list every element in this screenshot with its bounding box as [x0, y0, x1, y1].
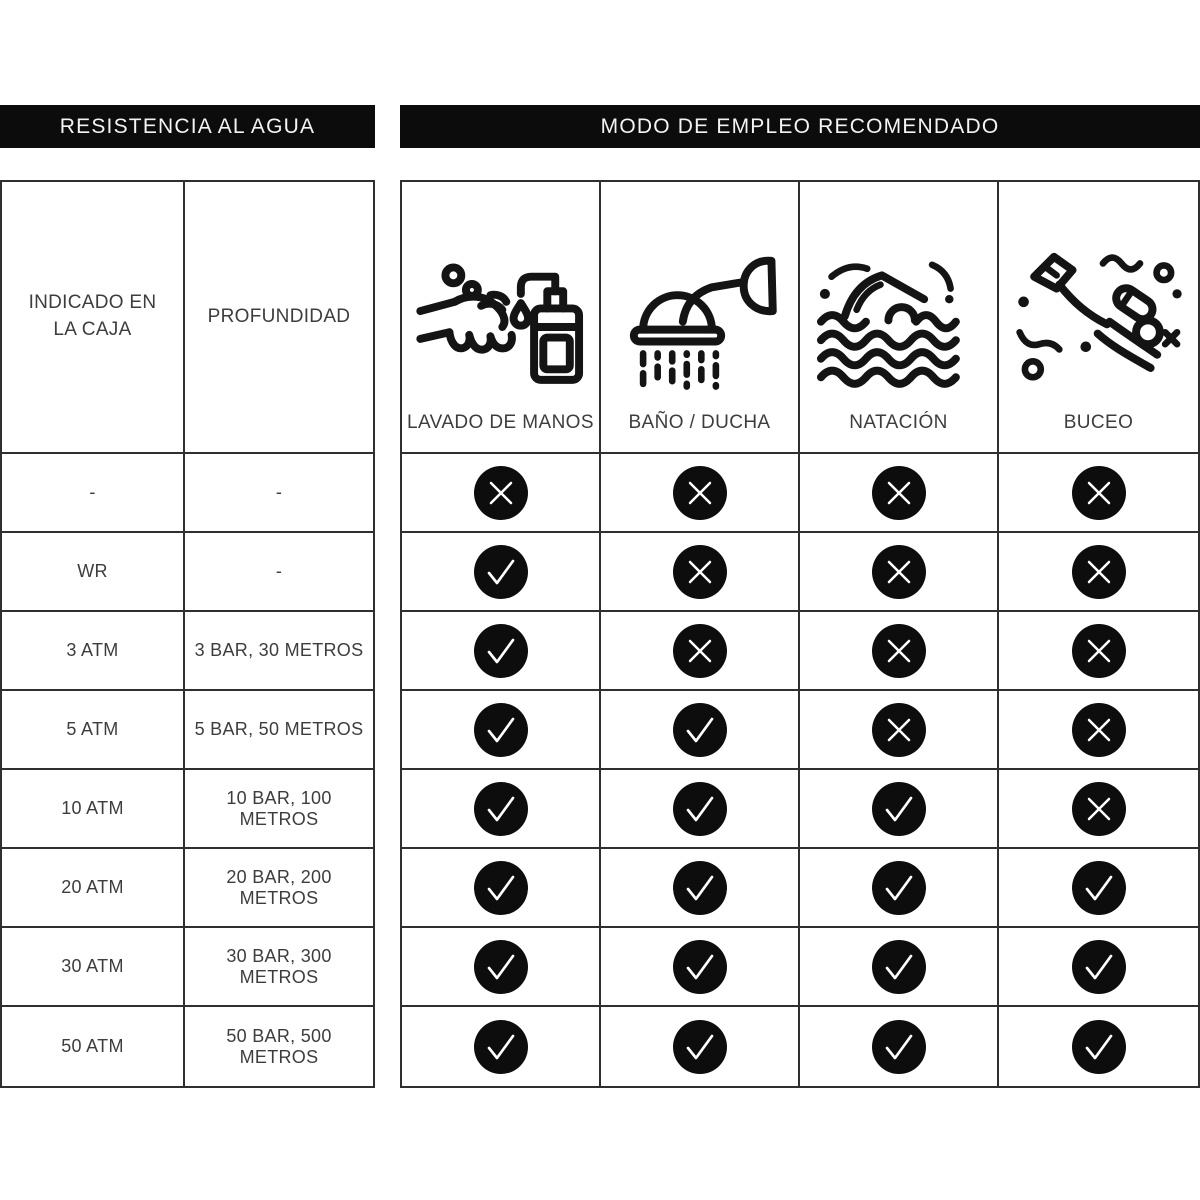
diving-icon: [1013, 250, 1185, 396]
profundidad-cell: -: [185, 454, 373, 533]
cross-mark: [999, 533, 1198, 612]
column-label-hand-washing: LAVADO DE MANOS: [407, 412, 594, 433]
column-header-profundidad: [185, 182, 373, 454]
column-header-caja: [2, 182, 185, 454]
profundidad-cell: 50 BAR, 500 METROS: [226, 1025, 332, 1067]
cross-mark: [800, 612, 999, 691]
check-mark: [800, 849, 999, 928]
shower-icon: [614, 250, 786, 396]
check-mark: [601, 1007, 800, 1086]
cross-mark: [999, 770, 1198, 849]
cross-mark: [601, 612, 800, 691]
cross-mark: [601, 533, 800, 612]
caja-cell: WR: [2, 533, 185, 612]
column-header-caja-label: INDICADO EN LA CAJA: [28, 292, 157, 340]
column-header-swimming: [800, 182, 999, 454]
check-mark: [999, 1007, 1198, 1086]
cross-mark: [800, 454, 999, 533]
profundidad-cell: 5 BAR, 50 METROS: [185, 691, 373, 770]
caja-cell: 50 ATM: [2, 1007, 185, 1086]
check-mark: [402, 770, 601, 849]
check-mark: [601, 691, 800, 770]
profundidad-cell: 20 BAR, 200 METROS: [185, 849, 373, 928]
column-label-shower: BAÑO / DUCHA: [628, 412, 771, 433]
left-section-title: RESISTENCIA AL AGUA: [59, 114, 316, 138]
water-resistance-table: [0, 180, 375, 1088]
check-mark: [402, 612, 601, 691]
check-mark: [601, 849, 800, 928]
check-mark: [999, 928, 1198, 1007]
profundidad-cell: 10 BAR, 100 METROS: [185, 770, 373, 849]
cross-mark: [999, 612, 1198, 691]
column-header-shower: [601, 182, 800, 454]
check-mark: [999, 849, 1198, 928]
check-mark: [402, 533, 601, 612]
check-mark: [800, 928, 999, 1007]
column-header-profundidad-label: PROFUNDIDAD: [207, 305, 351, 327]
right-section-header: [400, 105, 1200, 148]
column-label-diving: BUCEO: [1063, 412, 1134, 433]
check-mark: [402, 849, 601, 928]
check-mark: [601, 770, 800, 849]
cross-mark: [800, 533, 999, 612]
caja-cell: 30 ATM: [2, 928, 185, 1007]
hand-wash-icon: [415, 250, 587, 396]
check-mark: [402, 928, 601, 1007]
cross-mark: [402, 454, 601, 533]
check-mark: [402, 691, 601, 770]
right-section-title: MODO DE EMPLEO RECOMENDADO: [600, 114, 1000, 138]
left-section-header: [0, 105, 375, 148]
check-mark: [800, 770, 999, 849]
caja-cell: -: [2, 454, 185, 533]
caja-cell: 5 ATM: [2, 691, 185, 770]
check-mark: [601, 928, 800, 1007]
column-header-diving: [999, 182, 1198, 454]
caja-cell: 3 ATM: [2, 612, 185, 691]
column-header-hand-washing: [402, 182, 601, 454]
profundidad-cell: 30 BAR, 300 METROS: [185, 928, 373, 1007]
cross-mark: [999, 454, 1198, 533]
column-label-swimming: NATACIÓN: [849, 412, 948, 433]
cross-mark: [601, 454, 800, 533]
cross-mark: [999, 691, 1198, 770]
profundidad-cell: 3 BAR, 30 METROS: [185, 612, 373, 691]
profundidad-cell: -: [185, 533, 373, 612]
cross-mark: [800, 691, 999, 770]
check-mark: [402, 1007, 601, 1086]
caja-cell: 10 ATM: [2, 770, 185, 849]
recommended-use-table: [400, 180, 1200, 1088]
caja-cell: 20 ATM: [2, 849, 185, 928]
check-mark: [800, 1007, 999, 1086]
swimming-icon: [813, 250, 985, 396]
